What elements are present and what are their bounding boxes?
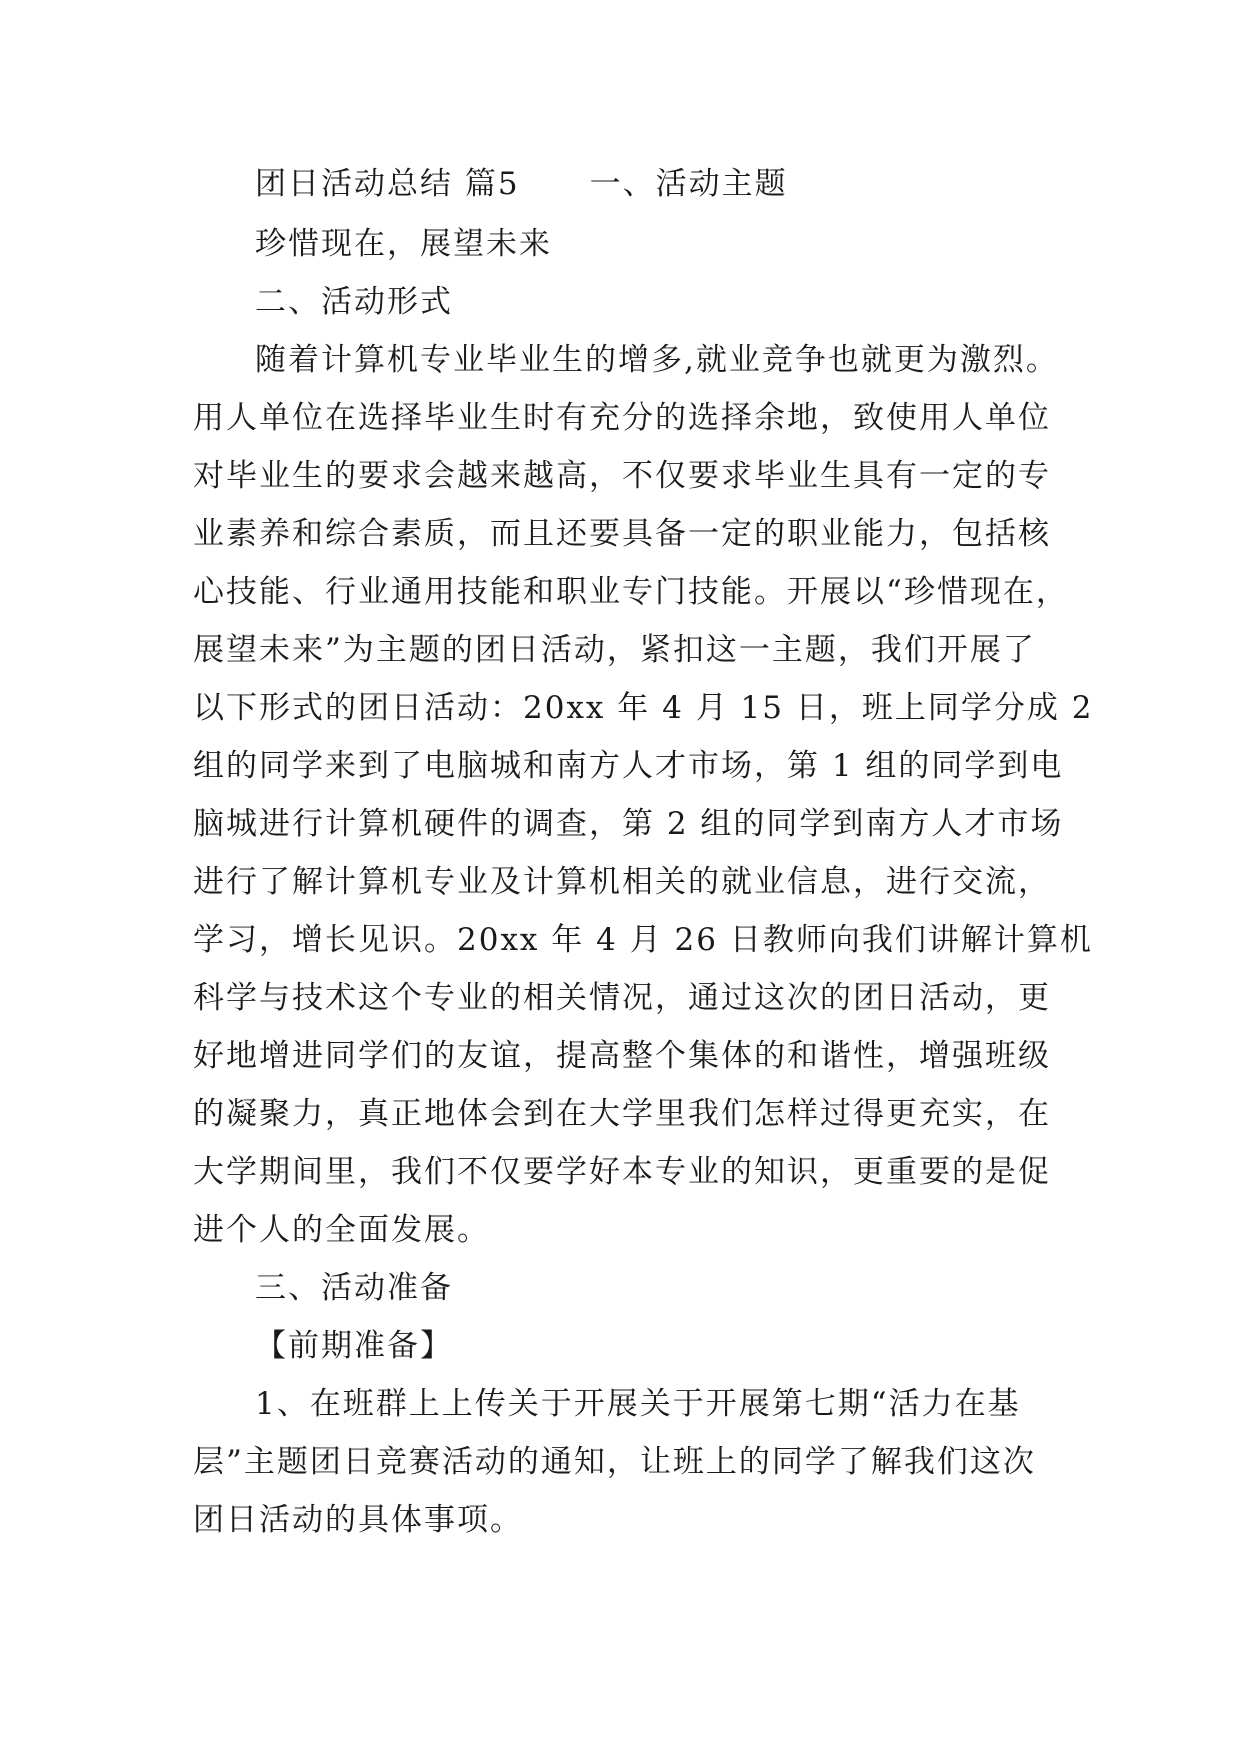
paragraph-line: 展望未来”为主题的团日活动，紧扣这一主题，我们开展了 (193, 632, 1036, 668)
prep-subheading: 【前期准备】 (255, 1328, 453, 1364)
paragraph-line: 随着计算机专业毕业生的增多,就业竞争也就更为激烈。 (255, 342, 1059, 378)
paragraph-line: 组的同学来到了电脑城和南方人才市场，第 1 组的同学到电 (193, 748, 1064, 784)
paragraph-line: 好地增进同学们的友谊，提高整个集体的和谐性，增强班级 (193, 1038, 1051, 1074)
theme-heading: 一、活动主题 (589, 166, 788, 202)
paragraph-line: 1、在班群上上传关于开展关于开展第七期“活力在基 (255, 1386, 1021, 1422)
paragraph-line: 大学期间里，我们不仅要学好本专业的知识，更重要的是促 (193, 1154, 1051, 1190)
paragraph-line: 学习，增长见识。20xx 年 4 月 26 日教师向我们讲解计算机 (193, 922, 1093, 958)
document-title: 团日活动总结 篇5 (255, 166, 520, 202)
form-heading: 二、活动形式 (255, 284, 453, 320)
form-paragraph (193, 331, 1094, 1259)
paragraph-line: 对毕业生的要求会越来越高，不仅要求毕业生具有一定的专 (193, 458, 1051, 494)
prep-heading: 三、活动准备 (255, 1270, 453, 1306)
paragraph-line: 进个人的全面发展。 (193, 1212, 490, 1248)
paragraph-line: 层”主题团日竞赛活动的通知，让班上的同学了解我们这次 (193, 1444, 1036, 1480)
paragraph-line: 团日活动的具体事项。 (193, 1502, 523, 1538)
paragraph-line: 科学与技术这个专业的相关情况，通过这次的团日活动，更 (193, 980, 1051, 1016)
title-line (193, 155, 1053, 215)
paragraph-line: 以下形式的团日活动：20xx 年 4 月 15 日，班上同学分成 2 (193, 690, 1094, 726)
paragraph-line: 的凝聚力，真正地体会到在大学里我们怎样过得更充实，在 (193, 1096, 1051, 1132)
document-body (193, 155, 1094, 1549)
paragraph-line: 用人单位在选择毕业生时有充分的选择余地，致使用人单位 (193, 400, 1051, 436)
paragraph-line: 进行了解计算机专业及计算机相关的就业信息，进行交流， (193, 864, 1051, 900)
paragraph-line: 脑城进行计算机硬件的调查，第 2 组的同学到南方人才市场 (193, 806, 1064, 842)
paragraph-line: 业素养和综合素质，而且还要具备一定的职业能力，包括核 (193, 516, 1051, 552)
prep-paragraph (193, 1375, 1053, 1549)
theme-text: 珍惜现在，展望未来 (255, 226, 552, 262)
paragraph-line: 心技能、行业通用技能和职业专门技能。开展以“珍惜现在， (193, 574, 1069, 610)
